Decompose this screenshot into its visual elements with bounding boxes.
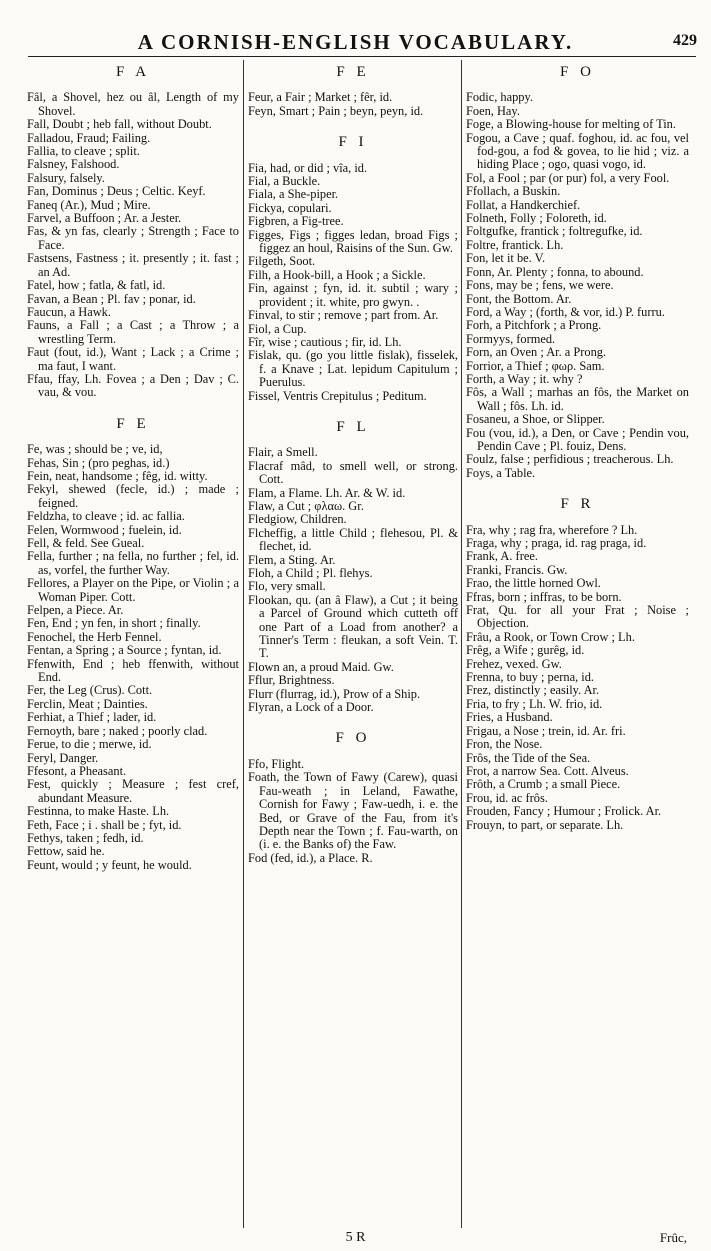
column-right <box>466 60 689 1228</box>
vocabulary-entry: Felpen, a Piece. Ar. <box>27 603 124 618</box>
vocabulary-entry: Festinna, to make Haste. Lh. <box>27 804 170 819</box>
vocabulary-entry: Fia, had, or did ; vîa, id. <box>248 160 368 175</box>
vocabulary-entry: Ferclin, Meat ; Dainties. <box>27 696 148 711</box>
vocabulary-entry: Fer, the Leg (Crus). Cott. <box>27 683 153 698</box>
vocabulary-entry: Frank, A. free. <box>466 549 538 564</box>
vocabulary-entry: Foltre, frantick. Lh. <box>466 237 564 252</box>
vocabulary-entry: Fella, further ; na fella, no further ; fel, id. as, vorfel, the further Way. <box>27 549 239 577</box>
vocabulary-entry: Flam, a Flame. Lh. Ar. & W. id. <box>248 485 406 500</box>
vocabulary-entry: Falladou, Fraud; Failing. <box>27 130 151 145</box>
vocabulary-entry: Falsney, Falshood. <box>27 157 120 172</box>
vocabulary-entry: Frehez, vexed. Gw. <box>466 656 562 671</box>
section-heading: F O <box>335 730 371 747</box>
vocabulary-entry: Fon, let it be. V. <box>466 251 546 266</box>
vocabulary-entry: Font, the Bottom. Ar. <box>466 291 572 306</box>
vocabulary-entry: Fol, a Fool ; par (or pur) fol, a very Fool. <box>466 170 670 185</box>
vocabulary-entry: Folneth, Folly ; Foloreth, id. <box>466 211 607 226</box>
section-heading: F A <box>115 64 151 80</box>
vocabulary-entry: Flcheffig, a little Child ; flehesou, Pl. & flechet, id. <box>248 525 458 554</box>
catchword: Frûc, <box>659 1230 687 1245</box>
vocabulary-entry: Flyran, a Lock of a Door. <box>248 700 374 715</box>
page-title: A CORNISH-ENGLISH VOCABULARY. <box>137 30 574 54</box>
vocabulary-entry: Frou, id. ac frôs. <box>466 790 548 805</box>
vocabulary-entry: Foath, the Town of Fawy (Carew), quasi Fau-weath ; in Leland, Fawathe, Cornish for Fawy ; Faw-uedh, i. e. the Bed, or Grave of the Fau, from it's Depth near the Town ; f. Fau-warth, on (i. e. the Banks of) the Faw. <box>248 770 458 852</box>
vocabulary-entry: Ferhiat, a Thief ; lader, id. <box>27 710 157 725</box>
vocabulary-entry: Fernoyth, bare ; naked ; poorly clad. <box>27 723 208 738</box>
vocabulary-entry: Fâl, a Shovel, hez ou âl, Length of my Shovel. <box>27 90 239 118</box>
vocabulary-entry: Faneq (Ar.), Mud ; Mire. <box>27 197 151 212</box>
vocabulary-entry: Feth, Face ; i . shall be ; fyt, id. <box>27 817 182 832</box>
vocabulary-entry: Fissel, Ventris Crepitulus ; Peditum. <box>248 388 427 403</box>
column-divider <box>461 60 462 1228</box>
section-heading: F E <box>336 64 370 80</box>
vocabulary-entry: Ferue, to die ; merwe, id. <box>27 737 152 752</box>
section-heading: F E <box>116 415 150 432</box>
vocabulary-entry: Fein, neat, handsome ; fêg, id. witty. <box>27 468 208 483</box>
vocabulary-entry: Ffras, born ; inffras, to be born. <box>466 589 622 604</box>
vocabulary-entry: Fflur, Brightness. <box>248 673 335 688</box>
vocabulary-entry: Fan, Dominus ; Deus ; Celtic. Keyf. <box>27 184 206 199</box>
vocabulary-entry: Falsury, falsely. <box>27 170 105 185</box>
vocabulary-entry: Feunt, would ; y feunt, he would. <box>27 857 192 872</box>
vocabulary-entry: Frez, distinctly ; easily. Ar. <box>466 683 600 698</box>
vocabulary-entry: Fickya, copulari. <box>248 200 332 215</box>
vocabulary-entry: Flaw, a Cut ; φλαω. Gr. <box>248 498 364 513</box>
vocabulary-entry: Fra, why ; rag fra, wherefore ? Lh. <box>466 522 638 537</box>
vocabulary-entry: Frouyn, to part, or separate. Lh. <box>466 817 624 832</box>
vocabulary-entry: Fin, against ; fyn, id. it. subtil ; wary ; provident ; it. white, pro gwyn. . <box>248 281 458 309</box>
vocabulary-entry: Frôth, a Crumb ; a small Piece. <box>466 777 621 792</box>
vocabulary-entry: Fallia, to cleave ; split. <box>27 144 140 159</box>
vocabulary-entry: Faut (fout, id.), Want ; Lack ; a Crime ; ma faut, I want. <box>27 345 239 373</box>
section-heading: F R <box>560 496 595 513</box>
vocabulary-entry: Flo, very small. <box>248 579 326 594</box>
vocabulary-entry: Forth, a Way ; it. why ? <box>466 371 583 386</box>
vocabulary-entry: Fenochel, the Herb Fennel. <box>27 629 162 644</box>
vocabulary-entry: Fest, quickly ; Measure ; fest cref, abundant Measure. <box>27 777 239 805</box>
vocabulary-entry: Fall, Doubt ; heb fall, without Doubt. <box>27 117 212 132</box>
vocabulary-entry: Favan, a Bean ; Pl. fav ; ponar, id. <box>27 291 196 306</box>
vocabulary-entry: Foltgufke, frantick ; foltregufke, id. <box>466 224 643 239</box>
vocabulary-entry: Fatel, how ; fatla, & fatl, id. <box>27 278 166 293</box>
vocabulary-entry: Fauns, a Fall ; a Cast ; a Throw ; a wrestling Term. <box>27 318 239 346</box>
vocabulary-entry: Ffau, ffay, Lh. Fovea ; a Den ; Dav ; C. vau, & vou. <box>27 371 239 400</box>
vocabulary-entry: Flown an, a proud Maid. Gw. <box>248 659 394 674</box>
vocabulary-entry: Ffesont, a Pheasant. <box>27 763 127 778</box>
vocabulary-entry: Fellores, a Player on the Pipe, or Violin ; a Woman Piper. Cott. <box>27 576 239 604</box>
vocabulary-entry: Fries, a Husband. <box>466 710 553 725</box>
vocabulary-entry: Fiol, a Cup. <box>248 321 307 336</box>
vocabulary-entry: Fogou, a Cave ; quaf. foghou, id. ac fou, vel fod-gou, a fod & govea, to lie hid ; viz. a hiding Place ; ogo, quasi vogo, id. <box>466 130 689 172</box>
vocabulary-entry: Frâu, a Rook, or Town Crow ; Lh. <box>466 629 635 644</box>
vocabulary-entry: Fell, & feld. See Gueal. <box>27 536 145 550</box>
vocabulary-entry: Figges, Figs ; figges ledan, broad Figs ; figgez an houl, Raisins of the Sun. Gw. <box>248 227 458 256</box>
vocabulary-entry: Figbren, a Fig-tree. <box>248 214 344 229</box>
vocabulary-entry: Ffollach, a Buskin. <box>466 184 561 199</box>
vocabulary-entry: Flair, a Smell. <box>248 445 318 460</box>
vocabulary-entry: Filgeth, Soot. <box>248 254 316 269</box>
vocabulary-entry: Follat, a Handkerchief. <box>466 197 581 212</box>
vocabulary-entry: Foge, a Blowing-house for melting of Tin. <box>466 117 676 132</box>
vocabulary-entry: Fraga, why ; praga, id. rag praga, id. <box>466 536 647 550</box>
vocabulary-entry: Finval, to stir ; remove ; part from. Ar. <box>248 308 439 323</box>
section-heading: F O <box>560 64 595 80</box>
vocabulary-entry: Fodic, happy. <box>466 90 533 105</box>
vocabulary-entry: Filh, a Hook-bill, a Hook ; a Sickle. <box>248 267 426 282</box>
vocabulary-entry: Franki, Francis. Gw. <box>466 562 568 577</box>
vocabulary-entry: Fiala, a She-piper. <box>248 187 339 202</box>
vocabulary-entry: Forn, an Oven ; Ar. a Prong. <box>466 345 607 360</box>
vocabulary-entry: Fe, was ; should be ; ve, id, <box>27 442 163 457</box>
header-rule <box>28 56 696 57</box>
vocabulary-entry: Fôs, a Wall ; marhas an fôs, the Market on Wall ; fôs. Lh. id. <box>466 385 689 413</box>
vocabulary-entry: Forh, a Pitchfork ; a Prong. <box>466 318 602 333</box>
vocabulary-entry: Ford, a Way ; (forth, & vor, id.) P. furru. <box>466 304 665 319</box>
vocabulary-entry: Fettow, said he. <box>27 844 105 859</box>
vocabulary-entry: Fethys, taken ; fedh, id. <box>27 830 144 845</box>
vocabulary-entry: Faucun, a Hawk. <box>27 304 111 319</box>
vocabulary-entry: Fekyl, shewed (fecle, id.) ; made ; feigned. <box>27 482 239 510</box>
vocabulary-entry: Frôs, the Tide of the Sea. <box>466 750 591 765</box>
vocabulary-entry: Foys, a Table. <box>466 465 536 480</box>
vocabulary-entry: Fastsens, Fastness ; it. presently ; it. fast ; an Ad. <box>27 251 239 279</box>
vocabulary-entry: Flurr (flurrag, id.), Prow of a Ship. <box>248 686 421 701</box>
vocabulary-entry: Fron, the Nose. <box>466 737 543 752</box>
vocabulary-entry: Frêg, a Wife ; gurêg, id. <box>466 643 585 658</box>
vocabulary-entry: Fen, End ; yn fen, in short ; finally. <box>27 616 201 631</box>
vocabulary-entry: Frao, the little horned Owl. <box>466 576 601 591</box>
page-number: 429 <box>673 32 697 49</box>
vocabulary-entry: Fîr, wise ; cautious ; fir, id. Lh. <box>248 334 402 349</box>
vocabulary-entry: Frat, Qu. for all your Frat ; Noise ; Objection. <box>466 603 689 631</box>
vocabulary-entry: Feldzha, to cleave ; id. ac fallia. <box>27 509 185 524</box>
vocabulary-entry: Frouden, Fancy ; Humour ; Frolick. Ar. <box>466 804 662 819</box>
vocabulary-entry: Fosaneu, a Shoe, or Slipper. <box>466 412 605 427</box>
vocabulary-entry: Foulz, false ; perfidious ; treacherous. Lh. <box>466 452 674 467</box>
vocabulary-entry: Frenna, to buy ; perna, id. <box>466 670 595 685</box>
signature-mark: 5 R <box>345 1230 366 1245</box>
vocabulary-entry: Fons, may be ; fens, we were. <box>466 278 614 293</box>
vocabulary-entry: Fod (fed, id.), a Place. R. <box>248 850 373 865</box>
section-heading: F L <box>336 418 370 435</box>
vocabulary-entry: Ffenwith, End ; heb ffenwith, without End. <box>27 656 239 685</box>
vocabulary-entry: Fria, to fry ; Lh. W. frio, id. <box>466 696 603 711</box>
vocabulary-entry: Flacraf mâd, to smell well, or strong. Cott. <box>248 458 458 487</box>
column-middle <box>248 60 458 1228</box>
vocabulary-entry: Frot, a narrow Sea. Cott. Alveus. <box>466 763 629 778</box>
vocabulary-entry: Floh, a Child ; Pl. flehys. <box>248 566 373 580</box>
vocabulary-entry: Flem, a Sting. Ar. <box>248 552 336 567</box>
vocabulary-entry: Forrior, a Thief ; φωρ. Sam. <box>466 358 605 373</box>
column-left <box>27 60 239 1228</box>
vocabulary-entry: Fentan, a Spring ; a Source ; fyntan, id. <box>27 643 222 658</box>
vocabulary-entry: Ffo, Flight. <box>248 756 305 771</box>
vocabulary-entry: Foen, Hay. <box>466 103 520 118</box>
vocabulary-entry: Felen, Wormwood ; fuelein, id. <box>27 522 182 537</box>
column-divider <box>243 60 244 1228</box>
section-heading: F I <box>338 134 368 151</box>
vocabulary-entry: Formyys, formed. <box>466 331 556 346</box>
vocabulary-entry: Fou (vou, id.), a Den, or Cave ; Pendin vou, Pendin Cave ; Pl. fouiz, Dens. <box>466 425 689 453</box>
vocabulary-entry: Fas, & yn fas, clearly ; Strength ; Face to Face. <box>27 224 239 252</box>
vocabulary-entry: Feur, a Fair ; Market ; fêr, id. <box>248 90 393 105</box>
vocabulary-entry: Farvel, a Buffoon ; Ar. a Jester. <box>27 211 182 226</box>
vocabulary-entry: Fislak, qu. (go you little fislak), fisselek, f. a Knave ; Lat. lepidum Capitulum ; Puerulus. <box>248 348 458 390</box>
vocabulary-entry: Feyn, Smart ; Pain ; beyn, peyn, id. <box>248 103 424 118</box>
vocabulary-entry: Fledgiow, Children. <box>248 512 347 527</box>
vocabulary-entry: Frigau, a Nose ; trein, id. Ar. fri. <box>466 723 626 738</box>
vocabulary-entry: Feryl, Danger. <box>27 750 99 765</box>
vocabulary-entry: Fial, a Buckle. <box>248 174 321 189</box>
vocabulary-entry: Flookan, qu. (an â Flaw), a Cut ; it being a Parcel of Ground which cutteth off one Part of a Load from another? a Tinner's Term : fleukan, a soft Vein. T. T. <box>248 592 458 661</box>
vocabulary-entry: Fonn, Ar. Plenty ; fonna, to abound. <box>466 264 644 279</box>
vocabulary-entry: Fehas, Sin ; (pro peghas, id.) <box>27 455 170 470</box>
